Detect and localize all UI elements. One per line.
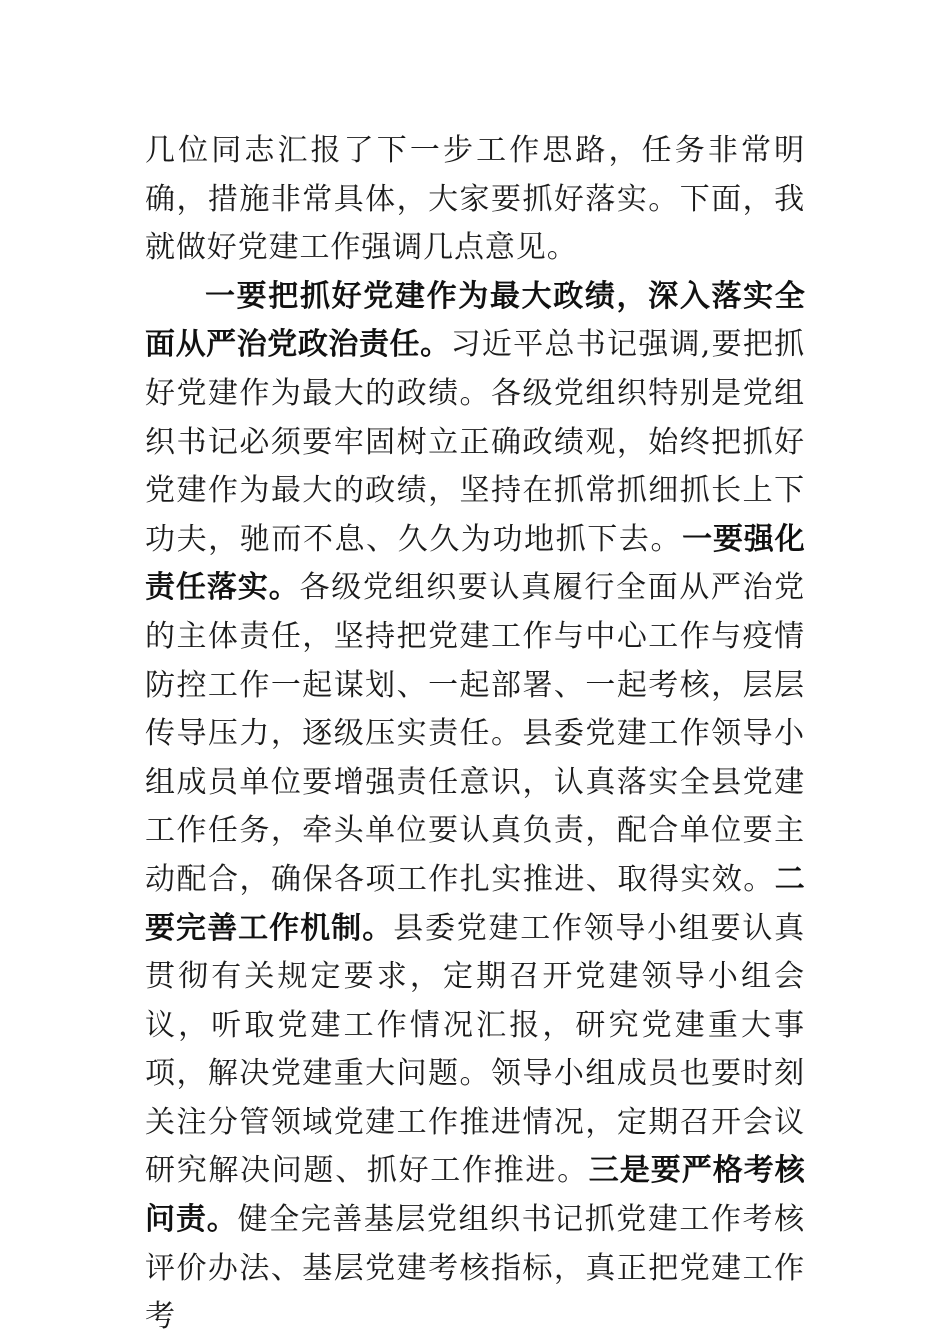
paragraph-intro: [145, 127, 805, 273]
point-2-text: 县委党建工作领导小组要认真贯彻有关规定要求，定期召开党建领导小组会议，听取党建工作情况汇报，研究党建重大事项，解决党建重大问题。领导小组成员也要时刻关注分管领域党建工作推进情况，定期召开会议研究解决问题、抓好工作推进。: [145, 910, 805, 1189]
point-2-title: 二要完善工作机制。: [145, 861, 805, 946]
point-3-text: 健全完善基层党组织书记抓党建工作考核评价办法、基层党建考核指标，真正把党建工作考: [145, 1202, 805, 1335]
paragraph-intro-text: 几位同志汇报了下一步工作思路，任务非常明确，措施非常具体，大家要抓好落实。下面，我就做好党建工作强调几点意见。: [145, 133, 805, 266]
point-1-text: 各级党组织要认真履行全面从严治党的主体责任，坚持把党建工作与中心工作与疫情防控工作一起谋划、一起部署、一起考核，层层传导压力，逐级压实责任。县委党建工作领导小组成员单位要增强责任意识，认真落实全县党建工作任务，牵头单位要认真负责，配合单位要主动配合，确保各项工作扎实推进、取得实效。: [145, 570, 806, 897]
point-1-title: 一要强化责任落实。: [145, 521, 805, 606]
point-3-title: 三是要严格考核问责。: [145, 1153, 805, 1238]
section-text: 习近平总书记强调,要把抓好党建作为最大的政绩。各级党组织特别是党组织书记必须要牢固树立正确政绩观，始终把抓好党建作为最大的政绩，坚持在抓常抓细抓长上下功夫，驰而不息、久久为功地抓下去。: [145, 327, 806, 557]
paragraph-party-building: [145, 273, 805, 1342]
section-heading: 一要把抓好党建作为最大政绩，深入落实全面从严治党政治责任。: [145, 278, 805, 363]
document-body: [145, 127, 805, 1342]
